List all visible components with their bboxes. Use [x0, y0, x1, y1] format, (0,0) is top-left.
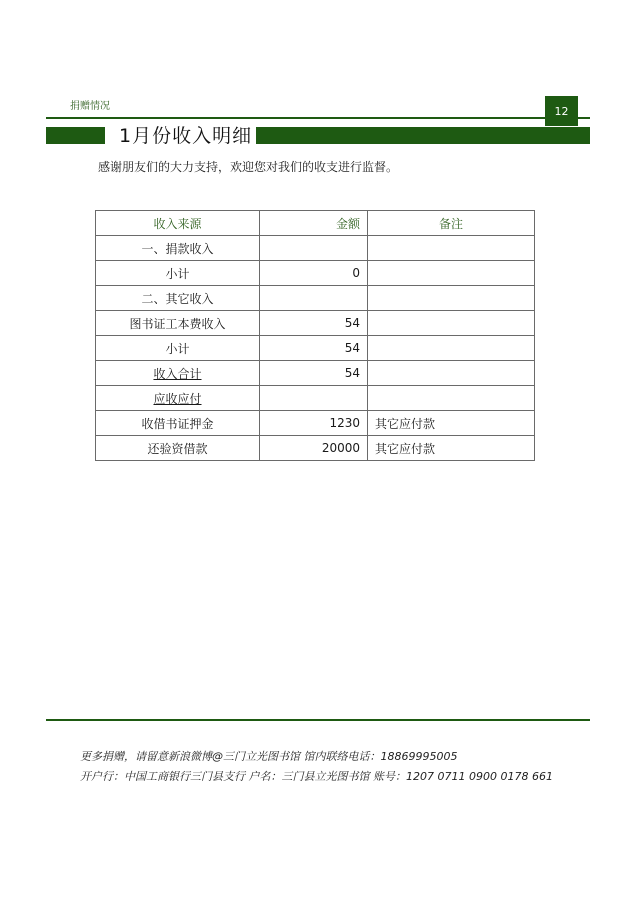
row-amount — [260, 236, 368, 261]
title-bar-left — [46, 127, 105, 144]
income-table — [95, 210, 535, 461]
column-header-amount: 金额 — [260, 211, 368, 236]
row-note — [368, 261, 535, 286]
row-amount: 20000 — [260, 436, 368, 461]
row-source: 收借书证押金 — [96, 411, 260, 436]
row-note: 其它应付款 — [368, 411, 535, 436]
table-row — [96, 361, 535, 386]
table-row — [96, 261, 535, 286]
row-amount — [260, 386, 368, 411]
row-source: 小计 — [96, 336, 260, 361]
footer-contact-line: 更多捐赠，请留意新浪微博@三门立光图书馆 馆内联络电话：18869995005 — [80, 750, 458, 763]
table-row — [96, 336, 535, 361]
row-note — [368, 236, 535, 261]
row-source: 图书证工本费收入 — [96, 311, 260, 336]
title-bar-right — [256, 127, 590, 144]
row-note — [368, 386, 535, 411]
row-note — [368, 336, 535, 361]
row-source: 收入合计 — [96, 361, 260, 386]
table-row — [96, 386, 535, 411]
row-note — [368, 286, 535, 311]
row-amount: 1230 — [260, 411, 368, 436]
row-note: 其它应付款 — [368, 436, 535, 461]
table-row — [96, 311, 535, 336]
row-note — [368, 361, 535, 386]
table-row — [96, 411, 535, 436]
row-source: 应收应付 — [96, 386, 260, 411]
row-amount: 0 — [260, 261, 368, 286]
intro-text: 感谢朋友们的大力支持，欢迎您对我们的收支进行监督。 — [98, 160, 399, 174]
page-title: 1月份收入明细 — [119, 125, 253, 147]
row-amount: 54 — [260, 311, 368, 336]
row-source: 小计 — [96, 261, 260, 286]
column-header-source: 收入来源 — [96, 211, 260, 236]
row-note — [368, 311, 535, 336]
row-source: 二、其它收入 — [96, 286, 260, 311]
table-row — [96, 436, 535, 461]
table-row — [96, 236, 535, 261]
row-amount — [260, 286, 368, 311]
column-header-note: 备注 — [368, 211, 535, 236]
footer-rule — [46, 719, 590, 721]
row-amount: 54 — [260, 336, 368, 361]
row-source: 一、捐款收入 — [96, 236, 260, 261]
footer-bank-line: 开户行：中国工商银行三门县支行 户名：三门县立光图书馆 账号：1207 0711 0900 0178 661 — [80, 770, 553, 783]
table-header-row — [96, 211, 535, 236]
row-source: 还验资借款 — [96, 436, 260, 461]
page-number-badge: 12 — [545, 96, 578, 126]
table-row — [96, 286, 535, 311]
header-rule — [46, 117, 590, 119]
section-label: 捐赠情况 — [70, 101, 110, 112]
row-amount: 54 — [260, 361, 368, 386]
